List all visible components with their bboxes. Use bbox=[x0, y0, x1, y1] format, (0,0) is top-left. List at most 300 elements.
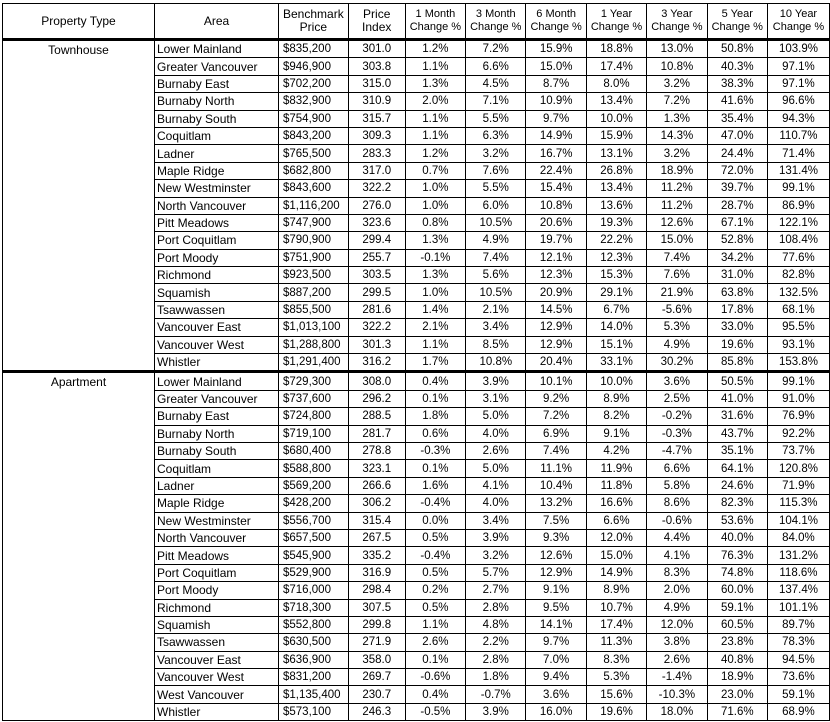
price-index-cell: 322.2 bbox=[348, 180, 405, 197]
6-month-change-cell: 10.1% bbox=[526, 372, 586, 390]
benchmark-price-cell: $923,500 bbox=[279, 267, 349, 284]
3-year-change-cell: 21.9% bbox=[647, 284, 707, 301]
5-year-change-cell: 82.3% bbox=[707, 495, 767, 512]
benchmark-price-cell: $556,700 bbox=[279, 512, 349, 529]
5-year-change-cell: 76.3% bbox=[707, 547, 767, 564]
5-year-change-cell: 74.8% bbox=[707, 564, 767, 581]
3-year-change-cell: 1.3% bbox=[647, 110, 707, 127]
3-month-change-cell: 4.9% bbox=[466, 232, 526, 249]
5-year-change-cell: 47.0% bbox=[707, 127, 767, 144]
benchmark-price-cell: $630,500 bbox=[279, 634, 349, 651]
1-year-change-cell: 12.3% bbox=[586, 249, 646, 266]
5-year-change-cell: 50.5% bbox=[707, 372, 767, 390]
3-year-change-cell: 6.6% bbox=[647, 460, 707, 477]
5-year-change-cell: 60.5% bbox=[707, 616, 767, 633]
1-year-change-cell: 13.4% bbox=[586, 93, 646, 110]
3-month-change-cell: 4.5% bbox=[466, 75, 526, 92]
10-year-change-cell: 86.9% bbox=[767, 197, 829, 214]
3-month-change-cell: 2.8% bbox=[466, 599, 526, 616]
3-year-change-cell: 2.5% bbox=[647, 390, 707, 407]
5-year-change-cell: 59.1% bbox=[707, 599, 767, 616]
area-cell: Lower Mainland bbox=[155, 40, 279, 58]
benchmark-price-cell: $718,300 bbox=[279, 599, 349, 616]
price-index-cell: 299.4 bbox=[348, 232, 405, 249]
3-month-change-cell: 10.8% bbox=[466, 354, 526, 372]
benchmark-price-cell: $747,900 bbox=[279, 214, 349, 231]
5-year-change-cell: 17.8% bbox=[707, 301, 767, 318]
1-year-change-cell: 15.6% bbox=[586, 686, 646, 703]
5-year-change-cell: 71.6% bbox=[707, 703, 767, 720]
price-index-cell: 335.2 bbox=[348, 547, 405, 564]
10-year-change-cell: 89.7% bbox=[767, 616, 829, 633]
6-month-change-cell: 13.2% bbox=[526, 495, 586, 512]
6-month-change-cell: 9.7% bbox=[526, 634, 586, 651]
3-month-change-cell: 5.6% bbox=[466, 267, 526, 284]
1-year-change-cell: 4.2% bbox=[586, 442, 646, 459]
area-cell: Greater Vancouver bbox=[155, 390, 279, 407]
5-year-change-cell: 40.8% bbox=[707, 651, 767, 668]
1-year-change-cell: 8.9% bbox=[586, 390, 646, 407]
1-year-change-cell: 15.0% bbox=[586, 547, 646, 564]
3-month-change-cell: 5.5% bbox=[466, 180, 526, 197]
1-year-change-cell: 10.0% bbox=[586, 372, 646, 390]
price-index-cell: 308.0 bbox=[348, 372, 405, 390]
benchmark-price-cell: $754,900 bbox=[279, 110, 349, 127]
price-index-cell: 266.6 bbox=[348, 477, 405, 494]
benchmark-price-cell: $719,100 bbox=[279, 425, 349, 442]
3-year-change-cell: 7.6% bbox=[647, 267, 707, 284]
5-year-change-cell: 28.7% bbox=[707, 197, 767, 214]
6-month-change-cell: 12.6% bbox=[526, 547, 586, 564]
10-year-change-cell: 71.9% bbox=[767, 477, 829, 494]
3-year-change-cell: -4.7% bbox=[647, 442, 707, 459]
area-cell: Maple Ridge bbox=[155, 162, 279, 179]
3-year-change-cell: 7.4% bbox=[647, 249, 707, 266]
area-cell: Lower Mainland bbox=[155, 372, 279, 390]
6-month-change-cell: 12.9% bbox=[526, 564, 586, 581]
header-5-year-change: 5 Year Change % bbox=[707, 4, 767, 40]
5-year-change-cell: 50.8% bbox=[707, 40, 767, 58]
3-month-change-cell: 4.0% bbox=[466, 495, 526, 512]
benchmark-price-cell: $573,100 bbox=[279, 703, 349, 720]
benchmark-price-cell: $552,800 bbox=[279, 616, 349, 633]
5-year-change-cell: 63.8% bbox=[707, 284, 767, 301]
1-month-change-cell: -0.5% bbox=[405, 703, 465, 720]
3-month-change-cell: 5.0% bbox=[466, 408, 526, 425]
10-year-change-cell: 115.3% bbox=[767, 495, 829, 512]
price-index-cell: 276.0 bbox=[348, 197, 405, 214]
3-year-change-cell: 12.6% bbox=[647, 214, 707, 231]
5-year-change-cell: 38.3% bbox=[707, 75, 767, 92]
3-month-change-cell: 2.2% bbox=[466, 634, 526, 651]
1-month-change-cell: 0.7% bbox=[405, 162, 465, 179]
1-month-change-cell: 1.0% bbox=[405, 180, 465, 197]
benchmark-price-cell: $588,800 bbox=[279, 460, 349, 477]
6-month-change-cell: 12.3% bbox=[526, 267, 586, 284]
6-month-change-cell: 15.9% bbox=[526, 40, 586, 58]
3-month-change-cell: 3.4% bbox=[466, 319, 526, 336]
10-year-change-cell: 104.1% bbox=[767, 512, 829, 529]
6-month-change-cell: 12.9% bbox=[526, 336, 586, 353]
5-year-change-cell: 41.6% bbox=[707, 93, 767, 110]
1-month-change-cell: 0.5% bbox=[405, 599, 465, 616]
benchmark-price-cell: $751,900 bbox=[279, 249, 349, 266]
1-year-change-cell: 17.4% bbox=[586, 58, 646, 75]
3-month-change-cell: 3.2% bbox=[466, 145, 526, 162]
1-year-change-cell: 19.3% bbox=[586, 214, 646, 231]
10-year-change-cell: 78.3% bbox=[767, 634, 829, 651]
6-month-change-cell: 14.5% bbox=[526, 301, 586, 318]
10-year-change-cell: 103.9% bbox=[767, 40, 829, 58]
area-cell: North Vancouver bbox=[155, 197, 279, 214]
1-month-change-cell: 1.3% bbox=[405, 75, 465, 92]
benchmark-price-cell: $843,200 bbox=[279, 127, 349, 144]
price-index-cell: 298.4 bbox=[348, 582, 405, 599]
10-year-change-cell: 91.0% bbox=[767, 390, 829, 407]
price-index-cell: 301.3 bbox=[348, 336, 405, 353]
1-month-change-cell: -0.6% bbox=[405, 669, 465, 686]
1-year-change-cell: 8.0% bbox=[586, 75, 646, 92]
benchmark-price-cell: $682,800 bbox=[279, 162, 349, 179]
3-month-change-cell: 3.2% bbox=[466, 547, 526, 564]
group-apartment bbox=[3, 372, 830, 721]
3-year-change-cell: 18.9% bbox=[647, 162, 707, 179]
1-year-change-cell: 10.7% bbox=[586, 599, 646, 616]
3-year-change-cell: 14.3% bbox=[647, 127, 707, 144]
10-year-change-cell: 68.1% bbox=[767, 301, 829, 318]
1-year-change-cell: 14.9% bbox=[586, 564, 646, 581]
table-row bbox=[3, 40, 830, 58]
header-property-type: Property Type bbox=[3, 4, 155, 40]
price-index-cell: 306.2 bbox=[348, 495, 405, 512]
1-month-change-cell: -0.1% bbox=[405, 249, 465, 266]
area-cell: Coquitlam bbox=[155, 460, 279, 477]
3-month-change-cell: 7.1% bbox=[466, 93, 526, 110]
10-year-change-cell: 131.4% bbox=[767, 162, 829, 179]
10-year-change-cell: 97.1% bbox=[767, 58, 829, 75]
price-index-cell: 323.6 bbox=[348, 214, 405, 231]
1-month-change-cell: 1.2% bbox=[405, 40, 465, 58]
benchmark-price-cell: $946,900 bbox=[279, 58, 349, 75]
area-cell: Whistler bbox=[155, 354, 279, 372]
1-year-change-cell: 11.8% bbox=[586, 477, 646, 494]
table-row bbox=[3, 372, 830, 390]
6-month-change-cell: 16.7% bbox=[526, 145, 586, 162]
1-year-change-cell: 8.9% bbox=[586, 582, 646, 599]
price-index-cell: 315.7 bbox=[348, 110, 405, 127]
6-month-change-cell: 3.6% bbox=[526, 686, 586, 703]
10-year-change-cell: 120.8% bbox=[767, 460, 829, 477]
benchmark-price-cell: $790,900 bbox=[279, 232, 349, 249]
3-month-change-cell: 7.2% bbox=[466, 40, 526, 58]
1-month-change-cell: 1.1% bbox=[405, 336, 465, 353]
6-month-change-cell: 9.4% bbox=[526, 669, 586, 686]
area-cell: Maple Ridge bbox=[155, 495, 279, 512]
5-year-change-cell: 72.0% bbox=[707, 162, 767, 179]
price-index-cell: 299.8 bbox=[348, 616, 405, 633]
price-index-cell: 288.5 bbox=[348, 408, 405, 425]
1-year-change-cell: 9.1% bbox=[586, 425, 646, 442]
3-month-change-cell: 4.0% bbox=[466, 425, 526, 442]
area-cell: Whistler bbox=[155, 703, 279, 720]
1-year-change-cell: 29.1% bbox=[586, 284, 646, 301]
10-year-change-cell: 131.2% bbox=[767, 547, 829, 564]
3-month-change-cell: 5.5% bbox=[466, 110, 526, 127]
benchmark-price-cell: $724,800 bbox=[279, 408, 349, 425]
benchmark-price-cell: $716,000 bbox=[279, 582, 349, 599]
area-cell: Burnaby South bbox=[155, 110, 279, 127]
6-month-change-cell: 9.5% bbox=[526, 599, 586, 616]
area-cell: Vancouver West bbox=[155, 336, 279, 353]
price-index-cell: 303.8 bbox=[348, 58, 405, 75]
1-month-change-cell: 0.5% bbox=[405, 564, 465, 581]
group-townhouse bbox=[3, 40, 830, 372]
area-cell: New Westminster bbox=[155, 512, 279, 529]
1-year-change-cell: 11.3% bbox=[586, 634, 646, 651]
property-type-cell: Apartment bbox=[3, 372, 155, 721]
3-year-change-cell: -5.6% bbox=[647, 301, 707, 318]
1-month-change-cell: 1.1% bbox=[405, 58, 465, 75]
6-month-change-cell: 9.7% bbox=[526, 110, 586, 127]
benchmark-price-cell: $1,116,200 bbox=[279, 197, 349, 214]
10-year-change-cell: 137.4% bbox=[767, 582, 829, 599]
benchmark-price-cell: $1,288,800 bbox=[279, 336, 349, 353]
1-month-change-cell: 2.1% bbox=[405, 319, 465, 336]
price-index-cell: 307.5 bbox=[348, 599, 405, 616]
3-month-change-cell: 7.6% bbox=[466, 162, 526, 179]
6-month-change-cell: 10.8% bbox=[526, 197, 586, 214]
header-row bbox=[3, 4, 830, 40]
3-month-change-cell: 6.0% bbox=[466, 197, 526, 214]
3-year-change-cell: 13.0% bbox=[647, 40, 707, 58]
10-year-change-cell: 153.8% bbox=[767, 354, 829, 372]
header-area: Area bbox=[155, 4, 279, 40]
benchmark-price-cell: $765,500 bbox=[279, 145, 349, 162]
1-year-change-cell: 6.6% bbox=[586, 512, 646, 529]
3-month-change-cell: 10.5% bbox=[466, 214, 526, 231]
price-index-cell: 317.0 bbox=[348, 162, 405, 179]
10-year-change-cell: 77.6% bbox=[767, 249, 829, 266]
10-year-change-cell: 76.9% bbox=[767, 408, 829, 425]
5-year-change-cell: 39.7% bbox=[707, 180, 767, 197]
benchmark-price-cell: $545,900 bbox=[279, 547, 349, 564]
6-month-change-cell: 20.9% bbox=[526, 284, 586, 301]
6-month-change-cell: 12.1% bbox=[526, 249, 586, 266]
1-month-change-cell: 1.0% bbox=[405, 197, 465, 214]
5-year-change-cell: 41.0% bbox=[707, 390, 767, 407]
1-year-change-cell: 17.4% bbox=[586, 616, 646, 633]
benchmark-price-cell: $843,600 bbox=[279, 180, 349, 197]
1-month-change-cell: 1.2% bbox=[405, 145, 465, 162]
price-index-cell: 358.0 bbox=[348, 651, 405, 668]
5-year-change-cell: 40.3% bbox=[707, 58, 767, 75]
1-month-change-cell: 0.6% bbox=[405, 425, 465, 442]
10-year-change-cell: 122.1% bbox=[767, 214, 829, 231]
3-year-change-cell: -1.4% bbox=[647, 669, 707, 686]
header-1-year-change: 1 Year Change % bbox=[586, 4, 646, 40]
1-year-change-cell: 8.2% bbox=[586, 408, 646, 425]
5-year-change-cell: 35.1% bbox=[707, 442, 767, 459]
5-year-change-cell: 33.0% bbox=[707, 319, 767, 336]
area-cell: New Westminster bbox=[155, 180, 279, 197]
3-year-change-cell: 3.6% bbox=[647, 372, 707, 390]
1-month-change-cell: 0.2% bbox=[405, 582, 465, 599]
3-year-change-cell: 5.8% bbox=[647, 477, 707, 494]
3-year-change-cell: 3.2% bbox=[647, 75, 707, 92]
area-cell: Tsawwassen bbox=[155, 301, 279, 318]
3-month-change-cell: 2.8% bbox=[466, 651, 526, 668]
1-year-change-cell: 11.9% bbox=[586, 460, 646, 477]
3-month-change-cell: 2.6% bbox=[466, 442, 526, 459]
area-cell: Coquitlam bbox=[155, 127, 279, 144]
1-year-change-cell: 10.0% bbox=[586, 110, 646, 127]
5-year-change-cell: 43.7% bbox=[707, 425, 767, 442]
1-year-change-cell: 33.1% bbox=[586, 354, 646, 372]
6-month-change-cell: 8.7% bbox=[526, 75, 586, 92]
3-year-change-cell: 4.4% bbox=[647, 529, 707, 546]
6-month-change-cell: 7.0% bbox=[526, 651, 586, 668]
5-year-change-cell: 31.0% bbox=[707, 267, 767, 284]
3-month-change-cell: 4.8% bbox=[466, 616, 526, 633]
area-cell: Pitt Meadows bbox=[155, 214, 279, 231]
header-3-month-change: 3 Month Change % bbox=[466, 4, 526, 40]
price-index-cell: 230.7 bbox=[348, 686, 405, 703]
10-year-change-cell: 68.9% bbox=[767, 703, 829, 720]
3-year-change-cell: 4.9% bbox=[647, 336, 707, 353]
10-year-change-cell: 92.2% bbox=[767, 425, 829, 442]
price-index-cell: 322.2 bbox=[348, 319, 405, 336]
6-month-change-cell: 6.9% bbox=[526, 425, 586, 442]
benchmark-price-cell: $832,900 bbox=[279, 93, 349, 110]
benchmark-price-cell: $1,291,400 bbox=[279, 354, 349, 372]
3-month-change-cell: 3.4% bbox=[466, 512, 526, 529]
3-year-change-cell: 5.3% bbox=[647, 319, 707, 336]
area-cell: Port Moody bbox=[155, 249, 279, 266]
benchmark-price-cell: $1,135,400 bbox=[279, 686, 349, 703]
1-month-change-cell: 0.8% bbox=[405, 214, 465, 231]
benchmark-price-cell: $737,600 bbox=[279, 390, 349, 407]
1-month-change-cell: 1.0% bbox=[405, 284, 465, 301]
area-cell: West Vancouver bbox=[155, 686, 279, 703]
5-year-change-cell: 35.4% bbox=[707, 110, 767, 127]
3-year-change-cell: -0.2% bbox=[647, 408, 707, 425]
area-cell: Burnaby North bbox=[155, 93, 279, 110]
1-month-change-cell: 1.4% bbox=[405, 301, 465, 318]
1-month-change-cell: 1.8% bbox=[405, 408, 465, 425]
benchmark-price-cell: $636,900 bbox=[279, 651, 349, 668]
1-month-change-cell: 1.7% bbox=[405, 354, 465, 372]
1-month-change-cell: 1.1% bbox=[405, 127, 465, 144]
price-index-cell: 309.3 bbox=[348, 127, 405, 144]
10-year-change-cell: 132.5% bbox=[767, 284, 829, 301]
3-month-change-cell: 3.9% bbox=[466, 703, 526, 720]
3-month-change-cell: 1.8% bbox=[466, 669, 526, 686]
3-month-change-cell: 10.5% bbox=[466, 284, 526, 301]
3-month-change-cell: 5.7% bbox=[466, 564, 526, 581]
1-month-change-cell: 0.1% bbox=[405, 651, 465, 668]
10-year-change-cell: 118.6% bbox=[767, 564, 829, 581]
3-year-change-cell: -10.3% bbox=[647, 686, 707, 703]
price-index-cell: 246.3 bbox=[348, 703, 405, 720]
1-year-change-cell: 16.6% bbox=[586, 495, 646, 512]
10-year-change-cell: 82.8% bbox=[767, 267, 829, 284]
header-price-index: Price Index bbox=[348, 4, 405, 40]
area-cell: Port Coquitlam bbox=[155, 232, 279, 249]
5-year-change-cell: 60.0% bbox=[707, 582, 767, 599]
price-index-cell: 316.9 bbox=[348, 564, 405, 581]
3-year-change-cell: 12.0% bbox=[647, 616, 707, 633]
area-cell: Vancouver East bbox=[155, 319, 279, 336]
1-year-change-cell: 13.6% bbox=[586, 197, 646, 214]
6-month-change-cell: 20.6% bbox=[526, 214, 586, 231]
3-month-change-cell: 8.5% bbox=[466, 336, 526, 353]
1-month-change-cell: 0.0% bbox=[405, 512, 465, 529]
6-month-change-cell: 9.2% bbox=[526, 390, 586, 407]
area-cell: Tsawwassen bbox=[155, 634, 279, 651]
1-month-change-cell: 1.3% bbox=[405, 232, 465, 249]
5-year-change-cell: 24.4% bbox=[707, 145, 767, 162]
3-year-change-cell: 15.0% bbox=[647, 232, 707, 249]
10-year-change-cell: 94.3% bbox=[767, 110, 829, 127]
area-cell: Burnaby East bbox=[155, 408, 279, 425]
10-year-change-cell: 73.7% bbox=[767, 442, 829, 459]
benchmark-price-cell: $569,200 bbox=[279, 477, 349, 494]
5-year-change-cell: 19.6% bbox=[707, 336, 767, 353]
1-month-change-cell: 0.1% bbox=[405, 390, 465, 407]
price-index-cell: 269.7 bbox=[348, 669, 405, 686]
10-year-change-cell: 93.1% bbox=[767, 336, 829, 353]
property-type-cell: Townhouse bbox=[3, 40, 155, 372]
benchmark-price-cell: $1,013,100 bbox=[279, 319, 349, 336]
1-year-change-cell: 5.3% bbox=[586, 669, 646, 686]
area-cell: Richmond bbox=[155, 267, 279, 284]
5-year-change-cell: 23.8% bbox=[707, 634, 767, 651]
area-cell: Greater Vancouver bbox=[155, 58, 279, 75]
area-cell: Port Moody bbox=[155, 582, 279, 599]
6-month-change-cell: 9.1% bbox=[526, 582, 586, 599]
1-year-change-cell: 15.1% bbox=[586, 336, 646, 353]
3-year-change-cell: 8.6% bbox=[647, 495, 707, 512]
6-month-change-cell: 20.4% bbox=[526, 354, 586, 372]
benchmark-price-cell: $887,200 bbox=[279, 284, 349, 301]
10-year-change-cell: 96.6% bbox=[767, 93, 829, 110]
1-year-change-cell: 13.4% bbox=[586, 180, 646, 197]
1-year-change-cell: 22.2% bbox=[586, 232, 646, 249]
6-month-change-cell: 15.4% bbox=[526, 180, 586, 197]
price-index-cell: 281.6 bbox=[348, 301, 405, 318]
5-year-change-cell: 31.6% bbox=[707, 408, 767, 425]
5-year-change-cell: 64.1% bbox=[707, 460, 767, 477]
price-index-cell: 301.0 bbox=[348, 40, 405, 58]
6-month-change-cell: 11.1% bbox=[526, 460, 586, 477]
area-cell: Vancouver West bbox=[155, 669, 279, 686]
6-month-change-cell: 12.9% bbox=[526, 319, 586, 336]
area-cell: Port Coquitlam bbox=[155, 564, 279, 581]
5-year-change-cell: 67.1% bbox=[707, 214, 767, 231]
benchmark-price-cell: $680,400 bbox=[279, 442, 349, 459]
10-year-change-cell: 73.6% bbox=[767, 669, 829, 686]
10-year-change-cell: 97.1% bbox=[767, 75, 829, 92]
area-cell: Vancouver East bbox=[155, 651, 279, 668]
3-year-change-cell: 10.8% bbox=[647, 58, 707, 75]
3-year-change-cell: 11.2% bbox=[647, 180, 707, 197]
1-year-change-cell: 19.6% bbox=[586, 703, 646, 720]
1-month-change-cell: 1.1% bbox=[405, 110, 465, 127]
benchmark-price-cell: $657,500 bbox=[279, 529, 349, 546]
3-month-change-cell: 3.9% bbox=[466, 529, 526, 546]
10-year-change-cell: 84.0% bbox=[767, 529, 829, 546]
benchmark-price-cell: $529,900 bbox=[279, 564, 349, 581]
